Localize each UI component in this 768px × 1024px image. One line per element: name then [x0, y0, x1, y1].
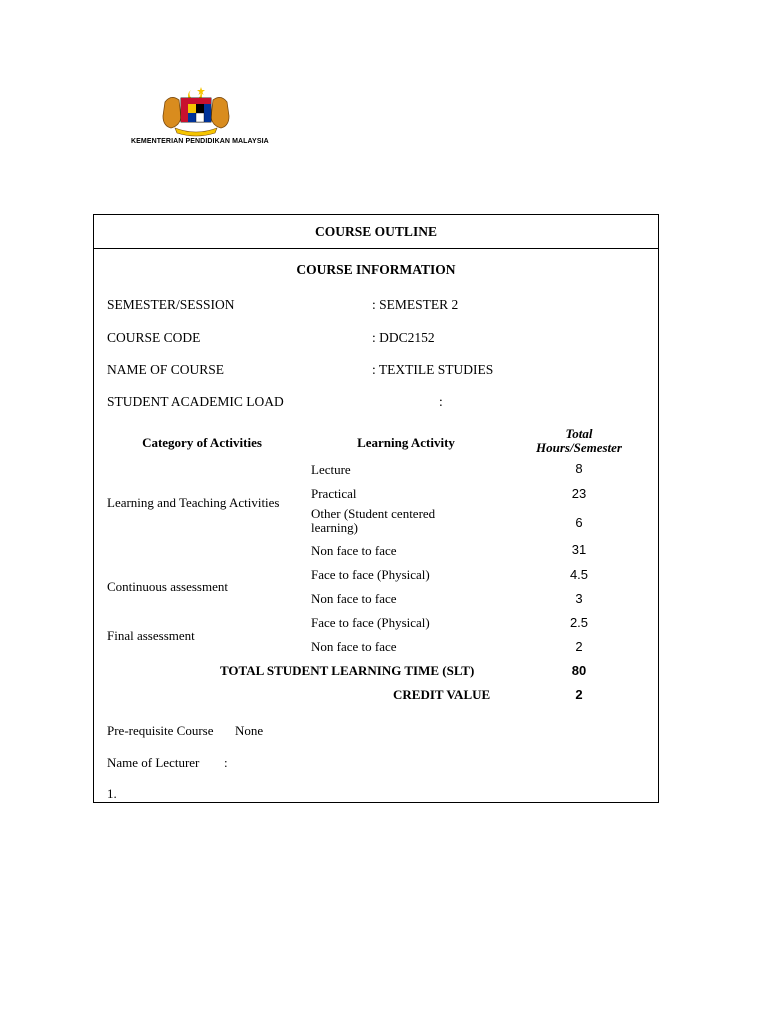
prerequisite-label: Pre-requisite Course — [107, 723, 214, 738]
category-learning: Learning and Teaching Activities — [107, 495, 280, 510]
ministry-name: KEMENTERIAN PENDIDIKAN MALAYSIA — [131, 138, 269, 145]
hours-cell: 4.5 — [569, 567, 589, 582]
semester-label: SEMESTER/SESSION — [107, 297, 235, 312]
course-name-label: NAME OF COURSE — [107, 362, 225, 377]
course-outline-title: COURSE OUTLINE — [94, 215, 658, 249]
credit-value: 2 — [575, 687, 583, 702]
course-code-value: : DDC2152 — [372, 330, 435, 345]
lecturer-label: Name of Lecturer — [107, 755, 200, 770]
activity-row: Non face to face — [311, 543, 397, 558]
semester-value: : SEMESTER 2 — [372, 297, 459, 312]
total-slt-label: TOTAL STUDENT LEARNING TIME (SLT) — [220, 663, 475, 678]
prerequisite-value: None — [235, 723, 264, 738]
category-final: Final assessment — [107, 628, 195, 643]
course-outline-box — [93, 214, 659, 803]
hours-cell: 3 — [575, 591, 583, 606]
header-hours-line2: Hours/Semester — [536, 440, 622, 455]
hours-cell: 2.5 — [569, 615, 589, 630]
header-hours-line1: Total — [565, 426, 593, 441]
activity-row: Face to face (Physical) — [311, 615, 430, 630]
course-information-title: COURSE INFORMATION — [296, 262, 456, 277]
lecturer-item: 1. — [107, 786, 117, 801]
activity-row: Non face to face — [311, 639, 397, 654]
total-slt-value: 80 — [571, 663, 587, 678]
activity-row: Non face to face — [311, 591, 397, 606]
coat-of-arms-icon — [161, 84, 231, 138]
header-hours — [519, 427, 639, 455]
academic-load-label: STUDENT ACADEMIC LOAD — [107, 394, 284, 409]
activity-row: Face to face (Physical) — [311, 567, 430, 582]
category-continuous: Continuous assessment — [107, 579, 228, 594]
activity-row: Practical — [311, 486, 357, 501]
activity-row: Other (Student centered learning) — [311, 506, 436, 535]
activity-row: Lecture — [311, 462, 351, 477]
hours-cell: 31 — [571, 542, 587, 557]
hours-cell: 23 — [571, 486, 587, 501]
header-activity: Learning Activity — [357, 435, 455, 450]
hours-cell: 6 — [575, 515, 583, 530]
academic-load-value: : — [439, 394, 443, 409]
hours-cell: 8 — [575, 461, 583, 476]
course-name-value: : TEXTILE STUDIES — [372, 362, 494, 377]
course-code-label: COURSE CODE — [107, 330, 201, 345]
lecturer-colon: : — [224, 755, 228, 770]
hours-cell: 2 — [575, 639, 583, 654]
credit-value-label: CREDIT VALUE — [393, 687, 491, 702]
header-category: Category of Activities — [142, 435, 262, 450]
